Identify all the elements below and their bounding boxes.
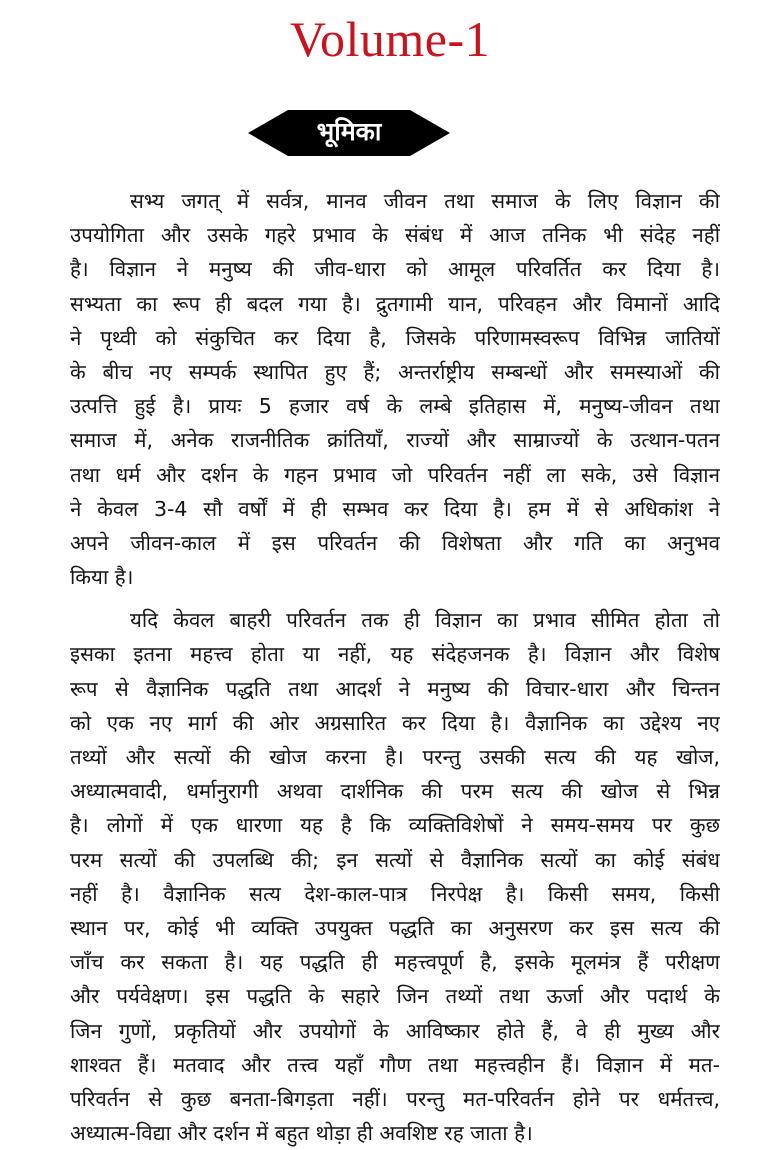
text-line: तथा धर्म और दर्शन के गहन प्रभाव जो परिवर्तन नहीं ला सके, उसे विज्ञान bbox=[70, 462, 720, 487]
text-line: रूप से वैज्ञानिक पद्धति तथा आदर्श ने मनुष्य की विचार-धारा और चिन्तन bbox=[70, 676, 720, 701]
section-heading-banner bbox=[248, 110, 450, 156]
text-line: है। लोगों में एक धारणा यह है कि व्यक्तिविशेषों ने समय-समय पर कुछ bbox=[70, 813, 720, 838]
text-line: जिन गुणों, प्रकृतियों और उपयोगों के आविष्कार होते हैं, वे ही मुख्य और bbox=[70, 1018, 720, 1043]
text-line: अध्यात्म-विद्या और दर्शन में बहुत थोड़ा ही अवशिष्ट रह जाता है। bbox=[70, 1121, 533, 1146]
text-line: को एक नए मार्ग की ओर अग्रसारित कर दिया है। वैज्ञानिक का उद्देश्य नए bbox=[70, 710, 720, 735]
text-line: के बीच नए सम्पर्क स्थापित हुए हैं; अन्तर्राष्ट्रीय सम्बन्धों और समस्याओं की bbox=[70, 359, 720, 384]
text-line: अध्यात्मवादी, धर्मानुरागी अथवा दार्शनिक की परम सत्य की खोज से भिन्न bbox=[70, 779, 720, 804]
text-line: जाँच कर सकता है। यह पद्धति ही महत्त्वपूर्ण है, इसके मूलमंत्र हैं परीक्षण bbox=[70, 950, 720, 975]
paragraph-gap bbox=[70, 594, 720, 603]
section-heading: भूमिका bbox=[316, 117, 382, 146]
paragraph bbox=[70, 603, 720, 1150]
document-body bbox=[70, 184, 720, 1150]
text-line: समाज में, अनेक राजनीतिक क्रांतियाँ, राज्यों और साम्राज्यों के उत्थान-पतन bbox=[70, 428, 720, 453]
text-line: है। विज्ञान ने मनुष्य की जीव-धारा को आमूल परिवर्तित कर दिया है। bbox=[70, 257, 720, 282]
text-line: ने केवल 3-4 सौ वर्षों में ही सम्भव कर दिया है। हम में से अधिकांश ने bbox=[70, 496, 720, 521]
text-line: किया है। bbox=[70, 565, 134, 590]
text-line: यदि केवल बाहरी परिवर्तन तक ही विज्ञान का प्रभाव सीमित होता तो bbox=[130, 608, 720, 633]
text-line: सभ्यता का रूप ही बदल गया है। द्रुतगामी यान, परिवहन और विमानों आदि bbox=[70, 291, 720, 316]
text-line: स्थान पर, कोई भी व्यक्ति उपयुक्त पद्धति का अनुसरण कर इस सत्य की bbox=[70, 915, 720, 940]
volume-title: Volume-1 bbox=[289, 11, 491, 67]
text-line: परिवर्तन से कुछ बनता-बिगड़ता नहीं। परन्तु मत-परिवर्तन होने पर धर्मतत्त्व, bbox=[70, 1086, 720, 1111]
text-line: शाश्वत हैं। मतवाद और तत्त्व यहाँ गौण तथा महत्त्वहीन हैं। विज्ञान में मत- bbox=[70, 1052, 720, 1077]
text-line: परम सत्यों की उपलब्धि की; इन सत्यों से वैज्ञानिक सत्यों का कोई संबंध bbox=[70, 847, 720, 872]
text-line: सभ्य जगत् में सर्वत्र, मानव जीवन तथा समाज के लिए विज्ञान की bbox=[130, 189, 720, 213]
text-line: और पर्यवेक्षण। इस पद्धति के सहारे जिन तथ्यों तथा ऊर्जा और पदार्थ के bbox=[70, 984, 720, 1009]
text-line: अपने जीवन-काल में इस परिवर्तन की विशेषता और गति का अनुभव bbox=[70, 530, 720, 555]
text-line: इसका इतना महत्त्व होता या नहीं, यह संदेहजनक है। विज्ञान और विशेष bbox=[70, 642, 720, 667]
paragraph bbox=[70, 184, 720, 594]
text-line: नहीं है। वैज्ञानिक सत्य देश-काल-पात्र निरपेक्ष है। किसी समय, किसी bbox=[70, 881, 720, 906]
text-line: उत्पत्ति हुई है। प्रायः 5 हजार वर्ष के लम्बे इतिहास में, मनुष्य-जीवन तथा bbox=[70, 394, 720, 419]
text-line: उपयोगिता और उसके गहरे प्रभाव के संबंध में आज तनिक भी संदेह नहीं bbox=[70, 223, 720, 248]
text-line: ने पृथ्वी को संकुचित कर दिया है, जिसके परिणामस्वरूप विभिन्न जातियों bbox=[70, 325, 720, 350]
text-line: तथ्यों और सत्यों की खोज करना है। परन्तु उसकी सत्य की यह खोज, bbox=[70, 745, 720, 769]
